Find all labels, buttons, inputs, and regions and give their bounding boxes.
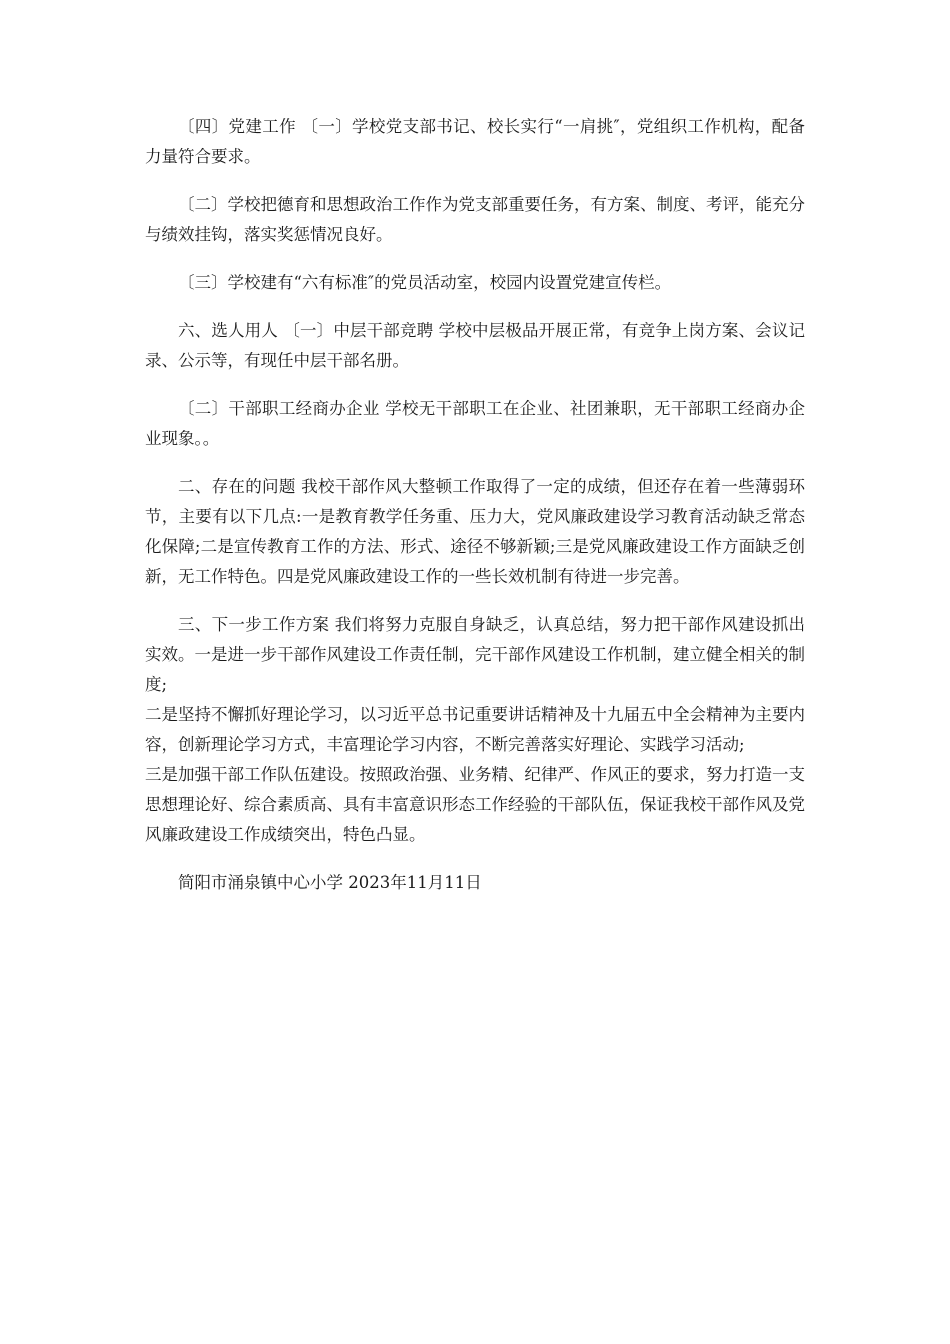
paragraph-existing-problems: 二、存在的问题 我校干部作风大整顿工作取得了一定的成绩，但还存在着一些薄弱环节，主要有以下几点:一是教育教学任务重、压力大，党风廉政建设学习教育活动缺乏常态化保障;二是宣传教育工作的方法、形式、途径不够新颖;三是党风廉政建设工作方面缺乏创新，无工作特色。四是党风廉政建设工作的一些长效机制有待进一步完善。 [145, 477, 805, 586]
paragraph-moral-education: 〔二〕学校把德育和思想政治工作作为党支部重要任务，有方案、制度、考评，能充分与绩效挂钩，落实奖惩情况良好。 [145, 195, 805, 244]
paragraph-team-building: 三是加强干部工作队伍建设。按照政治强、业务精、纪律严、作风正的要求，努力打造一支思想理论好、综合素质高、具有丰富意识形态工作经验的干部队伍，保证我校干部作风及党风廉政建设工作成绩突出，特色凸显。 [145, 765, 805, 844]
paragraph-theory-study: 二是坚持不懈抓好理论学习，以习近平总书记重要讲话精神及十九届五中全会精神为主要内容，创新理论学习方式，丰富理论学习内容，不断完善落实好理论、实践学习活动; [145, 705, 805, 754]
paragraph-next-steps: 三、下一步工作方案 我们将努力克服自身缺乏，认真总结，努力把干部作风建设抓出实效。一是进一步干部作风建设工作责任制，完干部作风建设工作机制，建立健全相关的制度; [145, 615, 805, 694]
document-body [145, 112, 805, 916]
paragraph-cadre-business: 〔二〕干部职工经商办企业 学校无干部职工在企业、社团兼职，无干部职工经商办企业现象。。 [145, 399, 805, 448]
paragraph-personnel-selection: 六、选人用人 〔一〕中层干部竞聘 学校中层极品开展正常，有竞争上岗方案、会议记录、公示等，有现任中层干部名册。 [145, 321, 805, 370]
paragraph-party-building: 〔四〕党建工作 〔一〕学校党支部书记、校长实行“一肩挑″，党组织工作机构，配备力量符合要求。 [145, 117, 805, 166]
paragraph-activity-room: 〔三〕学校建有“六有标准″的党员活动室，校园内设置党建宣传栏。 [178, 273, 672, 292]
signature-line: 简阳市涌泉镇中心小学 2023年11月11日 [178, 873, 482, 892]
